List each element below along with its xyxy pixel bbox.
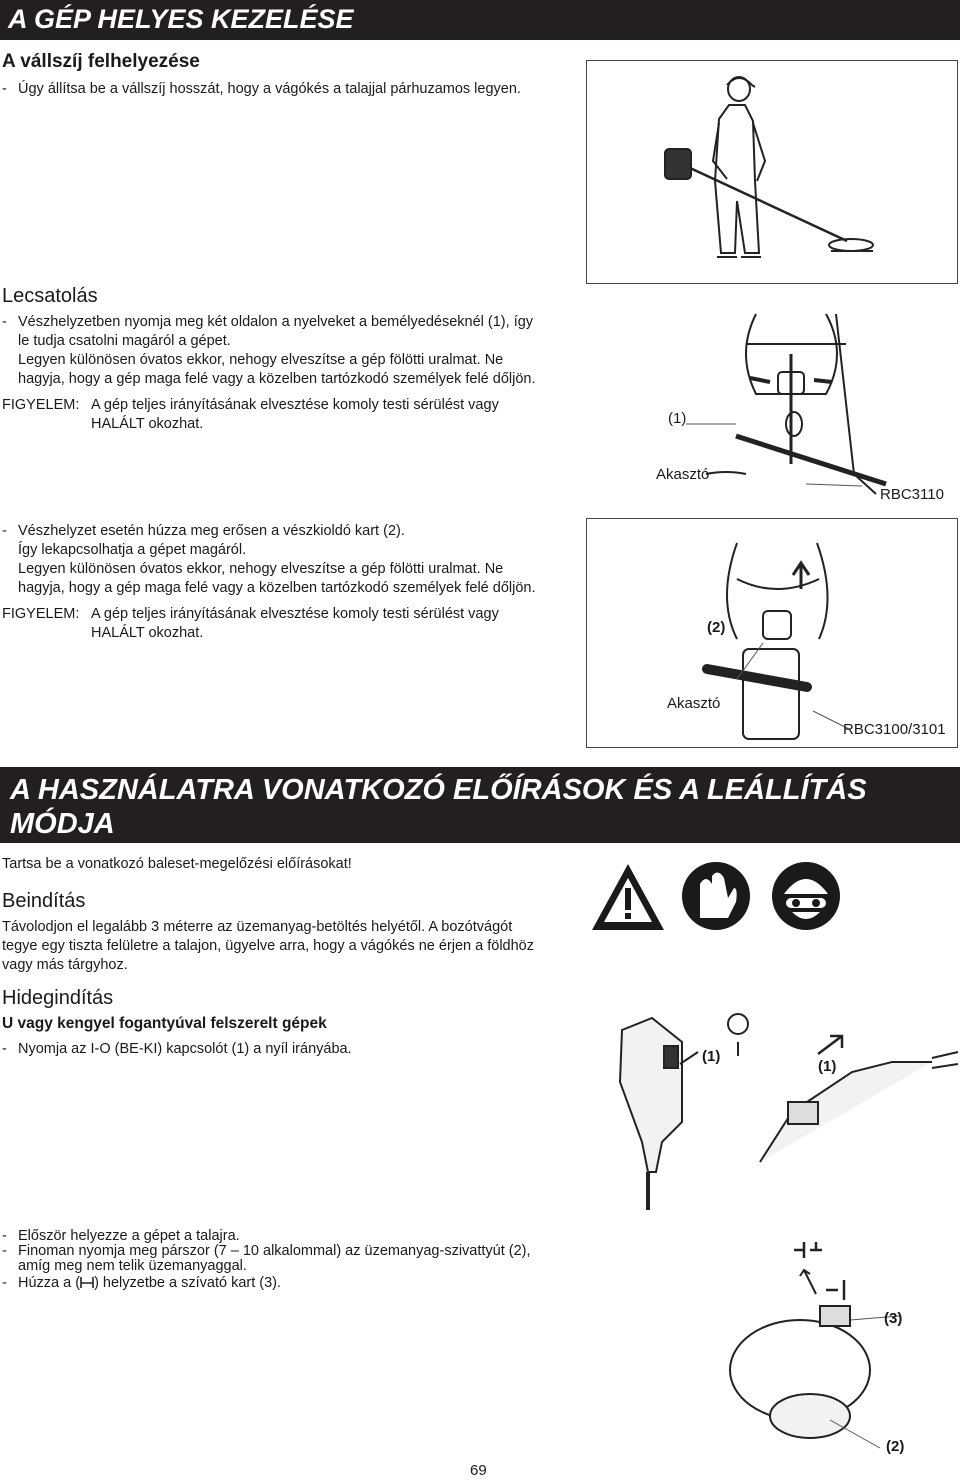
- switch-1: [664, 1046, 678, 1068]
- hanger-illustration-1: [586, 294, 956, 510]
- strap-band: [737, 579, 819, 589]
- open-choke-icon: [794, 1242, 822, 1258]
- dash: -: [2, 1041, 7, 1057]
- start-heading: Beindítás: [2, 890, 86, 912]
- choke-symbol-icon: [80, 1275, 94, 1289]
- switch-callout-a: (1): [702, 1048, 721, 1065]
- safety-icons-svg: [588, 858, 958, 938]
- section-title: A GÉP HELYES KEZELÉSE: [8, 4, 354, 34]
- warning-line-1: A gép teljes irányításának elvesztése komoly testi sérülést vagy: [91, 606, 499, 622]
- shoulder-heading: A vállszíj felhelyezése: [2, 51, 200, 72]
- detach-line-4: hagyja, hogy a gép maga felé vagy a közelben tartózkodó személyek felé dőljön.: [18, 371, 536, 387]
- dash: -: [2, 1275, 7, 1291]
- leader-line: [706, 472, 746, 474]
- direction-arrow-icon: [818, 1036, 842, 1054]
- operator-illustration: [587, 61, 957, 283]
- callout-2: (2): [707, 619, 726, 636]
- shaft: [736, 436, 886, 484]
- clip: [786, 412, 802, 436]
- bullet-place: Először helyezze a gépet a talajra.: [18, 1228, 240, 1244]
- bullet-pump-2: amíg meg nem telik üzemanyaggal.: [18, 1258, 247, 1274]
- start-line-3: vagy más tárgyhoz.: [2, 957, 128, 973]
- operator-figure: [586, 60, 958, 284]
- cold-bullet-item: [0, 1040, 580, 1060]
- warning-label: FIGYELEM:: [2, 606, 80, 622]
- leg-outline: [836, 314, 876, 494]
- hanger-label-2: Akasztó: [667, 695, 721, 712]
- dash: -: [2, 523, 7, 539]
- choke-lever: [820, 1306, 850, 1326]
- bullet-choke-end: ) helyzetbe a szívató kart (3).: [94, 1275, 282, 1291]
- emergency-line-1: Vészhelyzet esetén húzza meg erősen a vészkioldó kart (2).: [18, 523, 405, 539]
- safety-icons: [588, 858, 958, 938]
- emergency-paragraph: [0, 522, 580, 602]
- callout-1: (1): [668, 410, 687, 427]
- cable: [932, 1052, 958, 1068]
- detach-paragraph: [0, 313, 580, 393]
- cold-heading: Hidegindítás: [2, 987, 114, 1009]
- handle-2: [760, 1062, 932, 1162]
- bullet-choke-start: Húzza a (: [18, 1275, 81, 1291]
- switch-illustration: [592, 1002, 958, 1210]
- hanger-figure-2: [586, 518, 958, 748]
- detach-line-2: le tudja csatolni magáról a gépet.: [18, 333, 231, 349]
- gloves-icon: [682, 862, 750, 930]
- strap-loops: [727, 543, 828, 639]
- bullet-choke: [18, 1274, 281, 1293]
- bullet-pump-1: Finoman nyomja meg párszor (7 – 10 alkalommal) az üzemanyag-szivattyút (2),: [18, 1243, 531, 1259]
- emergency-line-3: Legyen különösen óvatos ekkor, nehogy elveszítse a gép fölötti uralmat. Ne: [18, 561, 504, 577]
- warning-line-2: HALÁLT okozhat.: [91, 625, 204, 641]
- model-label-2: RBC3100/3101: [843, 721, 946, 738]
- switch-arrow-icon: [800, 1270, 816, 1294]
- shoulder-bullet: Úgy állítsa be a vállszíj hosszát, hogy a vágókés a talajjal párhuzamos legyen.: [18, 81, 521, 97]
- intro-text: Tartsa be a vonatkozó baleset-megelőzési előírásokat!: [2, 856, 352, 872]
- off-circle-icon: [728, 1014, 748, 1034]
- section-title-line-1: A HASZNÁLATRA VONATKOZÓ ELŐÍRÁSOK ÉS A LEÁLLÍTÁS: [10, 774, 867, 806]
- dash: -: [2, 1243, 7, 1259]
- emergency-line-2: Így lekapcsolhatja a gépet magáról.: [18, 542, 247, 558]
- release-buckle: [763, 611, 791, 639]
- page-number: 69: [470, 1462, 487, 1479]
- detach-line-3: Legyen különösen óvatos ekkor, nehogy elveszítse a gép fölötti uralmat. Ne: [18, 352, 504, 368]
- warning-1: [0, 396, 580, 436]
- cold-subheading: U vagy kengyel fogantyúval felszerelt gépek: [2, 1015, 327, 1032]
- helmet-goggles-icon: [772, 862, 840, 930]
- cutter-head: [829, 239, 873, 251]
- engine: [665, 149, 691, 179]
- detach-line-1: Vészhelyzetben nyomja meg két oldalon a nyelveket a bemélyedéseknél (1), így: [18, 314, 534, 330]
- section-title-banner: [0, 0, 960, 40]
- choke-callout: (3): [884, 1310, 903, 1327]
- start-line-1: Távolodjon el legalább 3 méterre az üzemanyag-betöltés helyétől. A bozótvágót: [2, 919, 513, 935]
- dash: -: [2, 314, 7, 330]
- choke-figure: [700, 1220, 958, 1454]
- dash: -: [2, 81, 7, 97]
- hanger-illustration-2: [587, 519, 957, 747]
- handle-1: [620, 1018, 682, 1172]
- hanger-figure-1: [586, 294, 956, 510]
- start-paragraph: [2, 918, 582, 978]
- shaft: [707, 669, 807, 687]
- warning-2: [0, 605, 580, 645]
- warning-line-2: HALÁLT okozhat.: [91, 416, 204, 432]
- primer-bulb: [770, 1394, 850, 1438]
- warning-icon: [592, 864, 664, 930]
- hip-pad: [743, 649, 799, 739]
- warning-line-1: A gép teljes irányításának elvesztése komoly testi sérülést vagy: [91, 397, 499, 413]
- pump-callout: (2): [886, 1438, 905, 1455]
- section-title-line-2: MÓDJA: [10, 808, 115, 840]
- prime-instructions: [0, 1227, 580, 1297]
- section-title-banner-2: [0, 767, 960, 843]
- model-label-1: RBC3110: [880, 486, 944, 503]
- operator-body: [715, 105, 759, 253]
- cold-bullet: Nyomja az I-O (BE-KI) kapcsolót (1) a nyíl irányába.: [18, 1041, 352, 1057]
- switch-2: [788, 1102, 818, 1124]
- warning-label: FIGYELEM:: [2, 397, 80, 413]
- switch-callout-b: (1): [818, 1058, 837, 1075]
- detach-heading: Lecsatolás: [2, 285, 98, 307]
- switch-figure: [592, 1002, 958, 1210]
- start-line-2: tegye egy tiszta felületre a talajon, ügyelve arra, hogy a vágókés ne érjen a földhöz: [2, 938, 534, 954]
- choke-illustration: [700, 1220, 958, 1454]
- closed-choke-icon: [826, 1280, 844, 1300]
- model-leader: [806, 484, 862, 486]
- emergency-line-4: hagyja, hogy a gép maga felé vagy a közelben tartózkodó személyek felé dőljön.: [18, 580, 536, 596]
- dash: -: [2, 1228, 7, 1244]
- pump-leader: [830, 1420, 880, 1448]
- hanger-label-1: Akasztó: [656, 466, 710, 483]
